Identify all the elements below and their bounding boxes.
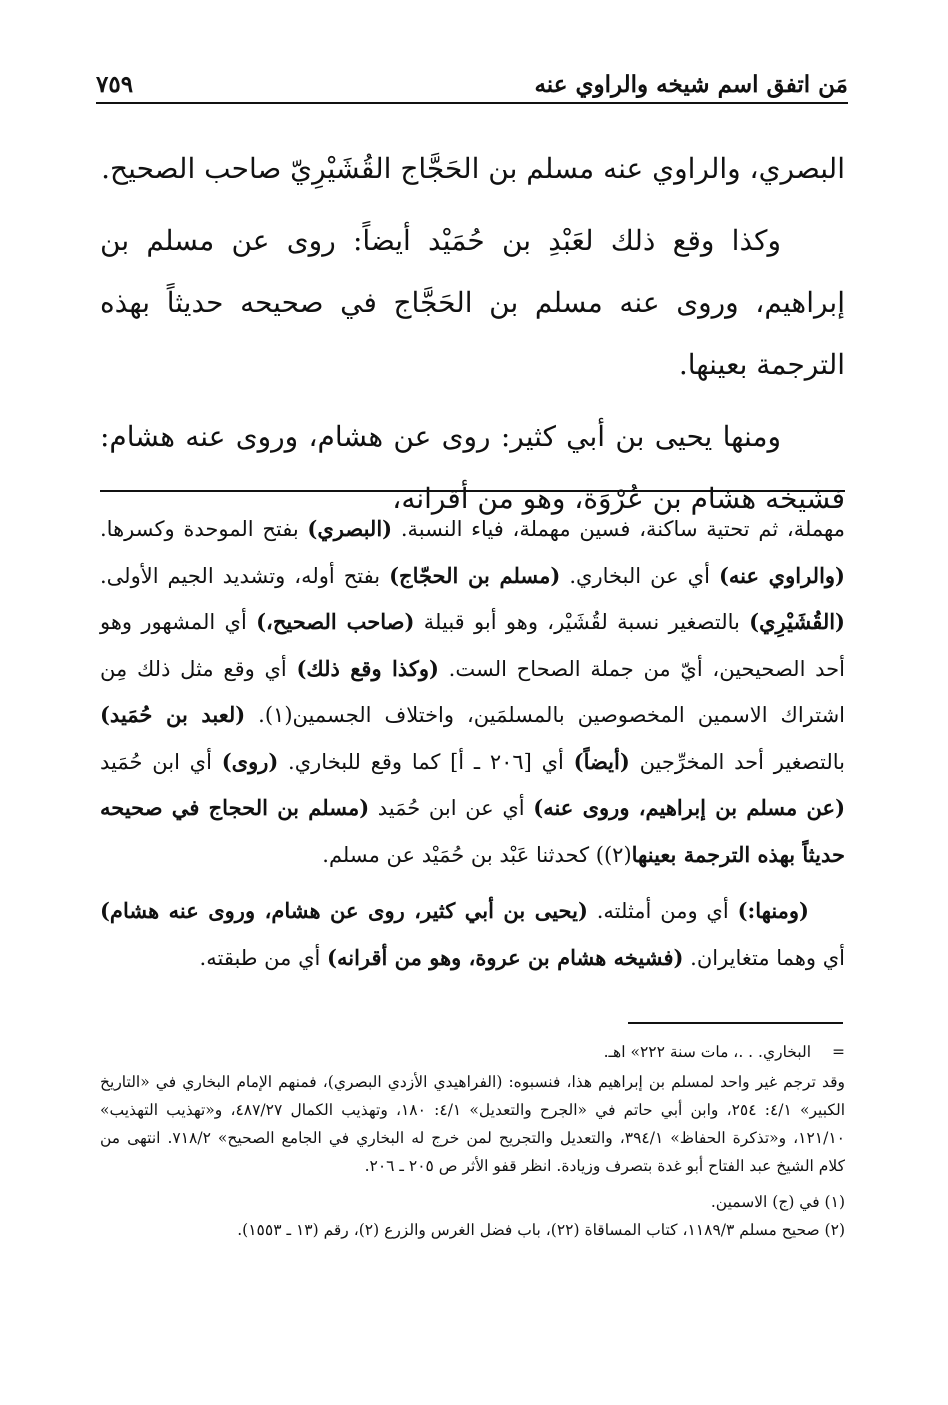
commentary-paragraph: [100, 506, 845, 878]
commentary-lemma: (القُشَيْرِي): [749, 609, 845, 634]
commentary-text: (٢)) كحدثنا عَبْد بن حُمَيْد عن مسلم.: [322, 842, 632, 867]
continuation-mark: =: [832, 1043, 845, 1061]
footnotes: [100, 1038, 845, 1244]
commentary-lemma: (أيضاً): [573, 748, 630, 774]
commentary-lemma: (مسلم بن الحجّاج): [389, 562, 561, 588]
main-text: [100, 138, 845, 530]
main-divider: [100, 490, 845, 492]
commentary-lemma: (مسلم بن الحجاج في صحيحه حديثاً بهذه الترجمة بعينها: [100, 795, 845, 867]
footnote-text: البخاري. . .، مات سنة ٢٢٢» اهـ.: [603, 1043, 811, 1061]
commentary: [100, 506, 845, 981]
commentary-text: أي من طبقته.: [199, 945, 328, 970]
commentary-paragraph: [100, 888, 845, 981]
main-paragraph: البصري، والراوي عنه مسلم بن الحَجَّاج القُشَيْرِيّ صاحب الصحيح.: [101, 152, 845, 185]
main-paragraph: وكذا وقع ذلك لعَبْدِ بن حُمَيْد أيضاً: روى عن مسلم بن إبراهيم، وروى عنه مسلم بن الحَجَّاج في صحيحه حديثاً بهذه الترجمة بعينها.: [100, 224, 845, 381]
commentary-text: مهملة، ثم تحتية ساكنة، فسين مهملة، فياء النسبة.: [392, 517, 845, 541]
commentary-text: بالتصغير أحد المخرِّجين: [629, 749, 845, 774]
header-rule: [96, 102, 848, 104]
commentary-lemma: (وكذا وقع ذلك): [296, 655, 439, 681]
running-header: [96, 58, 848, 98]
commentary-lemma: (والراوي عنه): [718, 562, 845, 588]
commentary-text: أي [٢٠٦ ـ أ] كما وقع للبخاري.: [278, 749, 574, 774]
commentary-text: بفتح أوله، وتشديد الجيم الأولى.: [100, 563, 390, 588]
footnote-rule: [628, 1022, 843, 1024]
footnote-1: (١) في (ج) الاسمين.: [710, 1193, 845, 1211]
commentary-text: بالتصغير نسبة لقُشَيْر، وهو أبو قبيلة: [414, 610, 750, 634]
page-number: ٧٥٩: [96, 71, 134, 98]
commentary-text: بفتح الموحدة وكسرها.: [100, 517, 308, 541]
main-paragraph: ومنها يحيى بن أبي كثير: روى عن هشام، وروى عنه هشام: فشيخه هشام بن عُرْوَة، وهو من أقرانه،: [100, 420, 845, 515]
footnote-continuation-body: وقد ترجم غير واحد لمسلم بن إبراهيم هذا، فنسبوه: (الفراهيدي الأزدي البصري)، فمنهم الإمام البخاري في «التاريخ الكبير» ٤/١: ٢٥٤، وابن أبي حاتم في «الجرح والتعديل» ٤/١: ١٨٠، وتهذيب الكمال ٤٨٧/٢٧، و«تهذيب التهذيب» ١٢١/١٠، و«تذكرة الحفاظ» ٣٩٤/١، والتعديل والتجريح لمن خرج له البخاري في الجامع الصحيح» ٧١٨/٢. انتهى من كلام الشيخ عبد الفتاح أبو غدة بتصرف وزيادة. انظر قفو الأثر ص ٢٠٥ ـ ٢٠٦.: [100, 1073, 846, 1175]
commentary-lemma: (ومنها:): [737, 898, 809, 923]
footnote-2: (٢) صحيح مسلم ١١٨٩/٣، كتاب المساقاة (٢٢)، باب فضل الغرس والزرع (٢)، رقم (١٣ ـ ١٥٥٣).: [237, 1221, 845, 1239]
commentary-text: أي المشهور وهو أحد الصحيحين، أيّ من جملة الصحاح الست.: [100, 610, 845, 681]
commentary-lemma: (فشيخه هشام بن عروة، وهو من أقرانه): [327, 944, 684, 970]
commentary-text: أي عن البخاري.: [560, 563, 719, 588]
commentary-text: أي ابن حُمَيد: [100, 749, 222, 774]
commentary-lemma: (عن مسلم بن إبراهيم، وروى عنه): [533, 795, 846, 820]
commentary-lemma: (صاحب الصحيح،): [256, 609, 415, 634]
running-title: مَن اتفق اسم شيخه والراوي عنه: [534, 71, 848, 98]
commentary-lemma: (لعبد بن حُمَيد): [100, 702, 246, 727]
commentary-text: أي عن ابن حُمَيد: [369, 796, 534, 820]
footnote-continuation: [100, 1038, 845, 1066]
commentary-text: أي ومن أمثلته.: [587, 899, 738, 923]
commentary-lemma: (البصري): [307, 516, 393, 541]
commentary-text: أي وقع مثل ذلك مِن اشتراك الاسمين المخصوصين بالمسلمَين، واختلاف الجسمين(١).: [100, 656, 846, 727]
commentary-lemma: (روى): [221, 748, 279, 774]
commentary-text: أي وهما متغايران.: [683, 945, 845, 970]
commentary-lemma: (يحيى بن أبي كثير، روى عن هشام، وروى عنه هشام): [100, 898, 588, 923]
